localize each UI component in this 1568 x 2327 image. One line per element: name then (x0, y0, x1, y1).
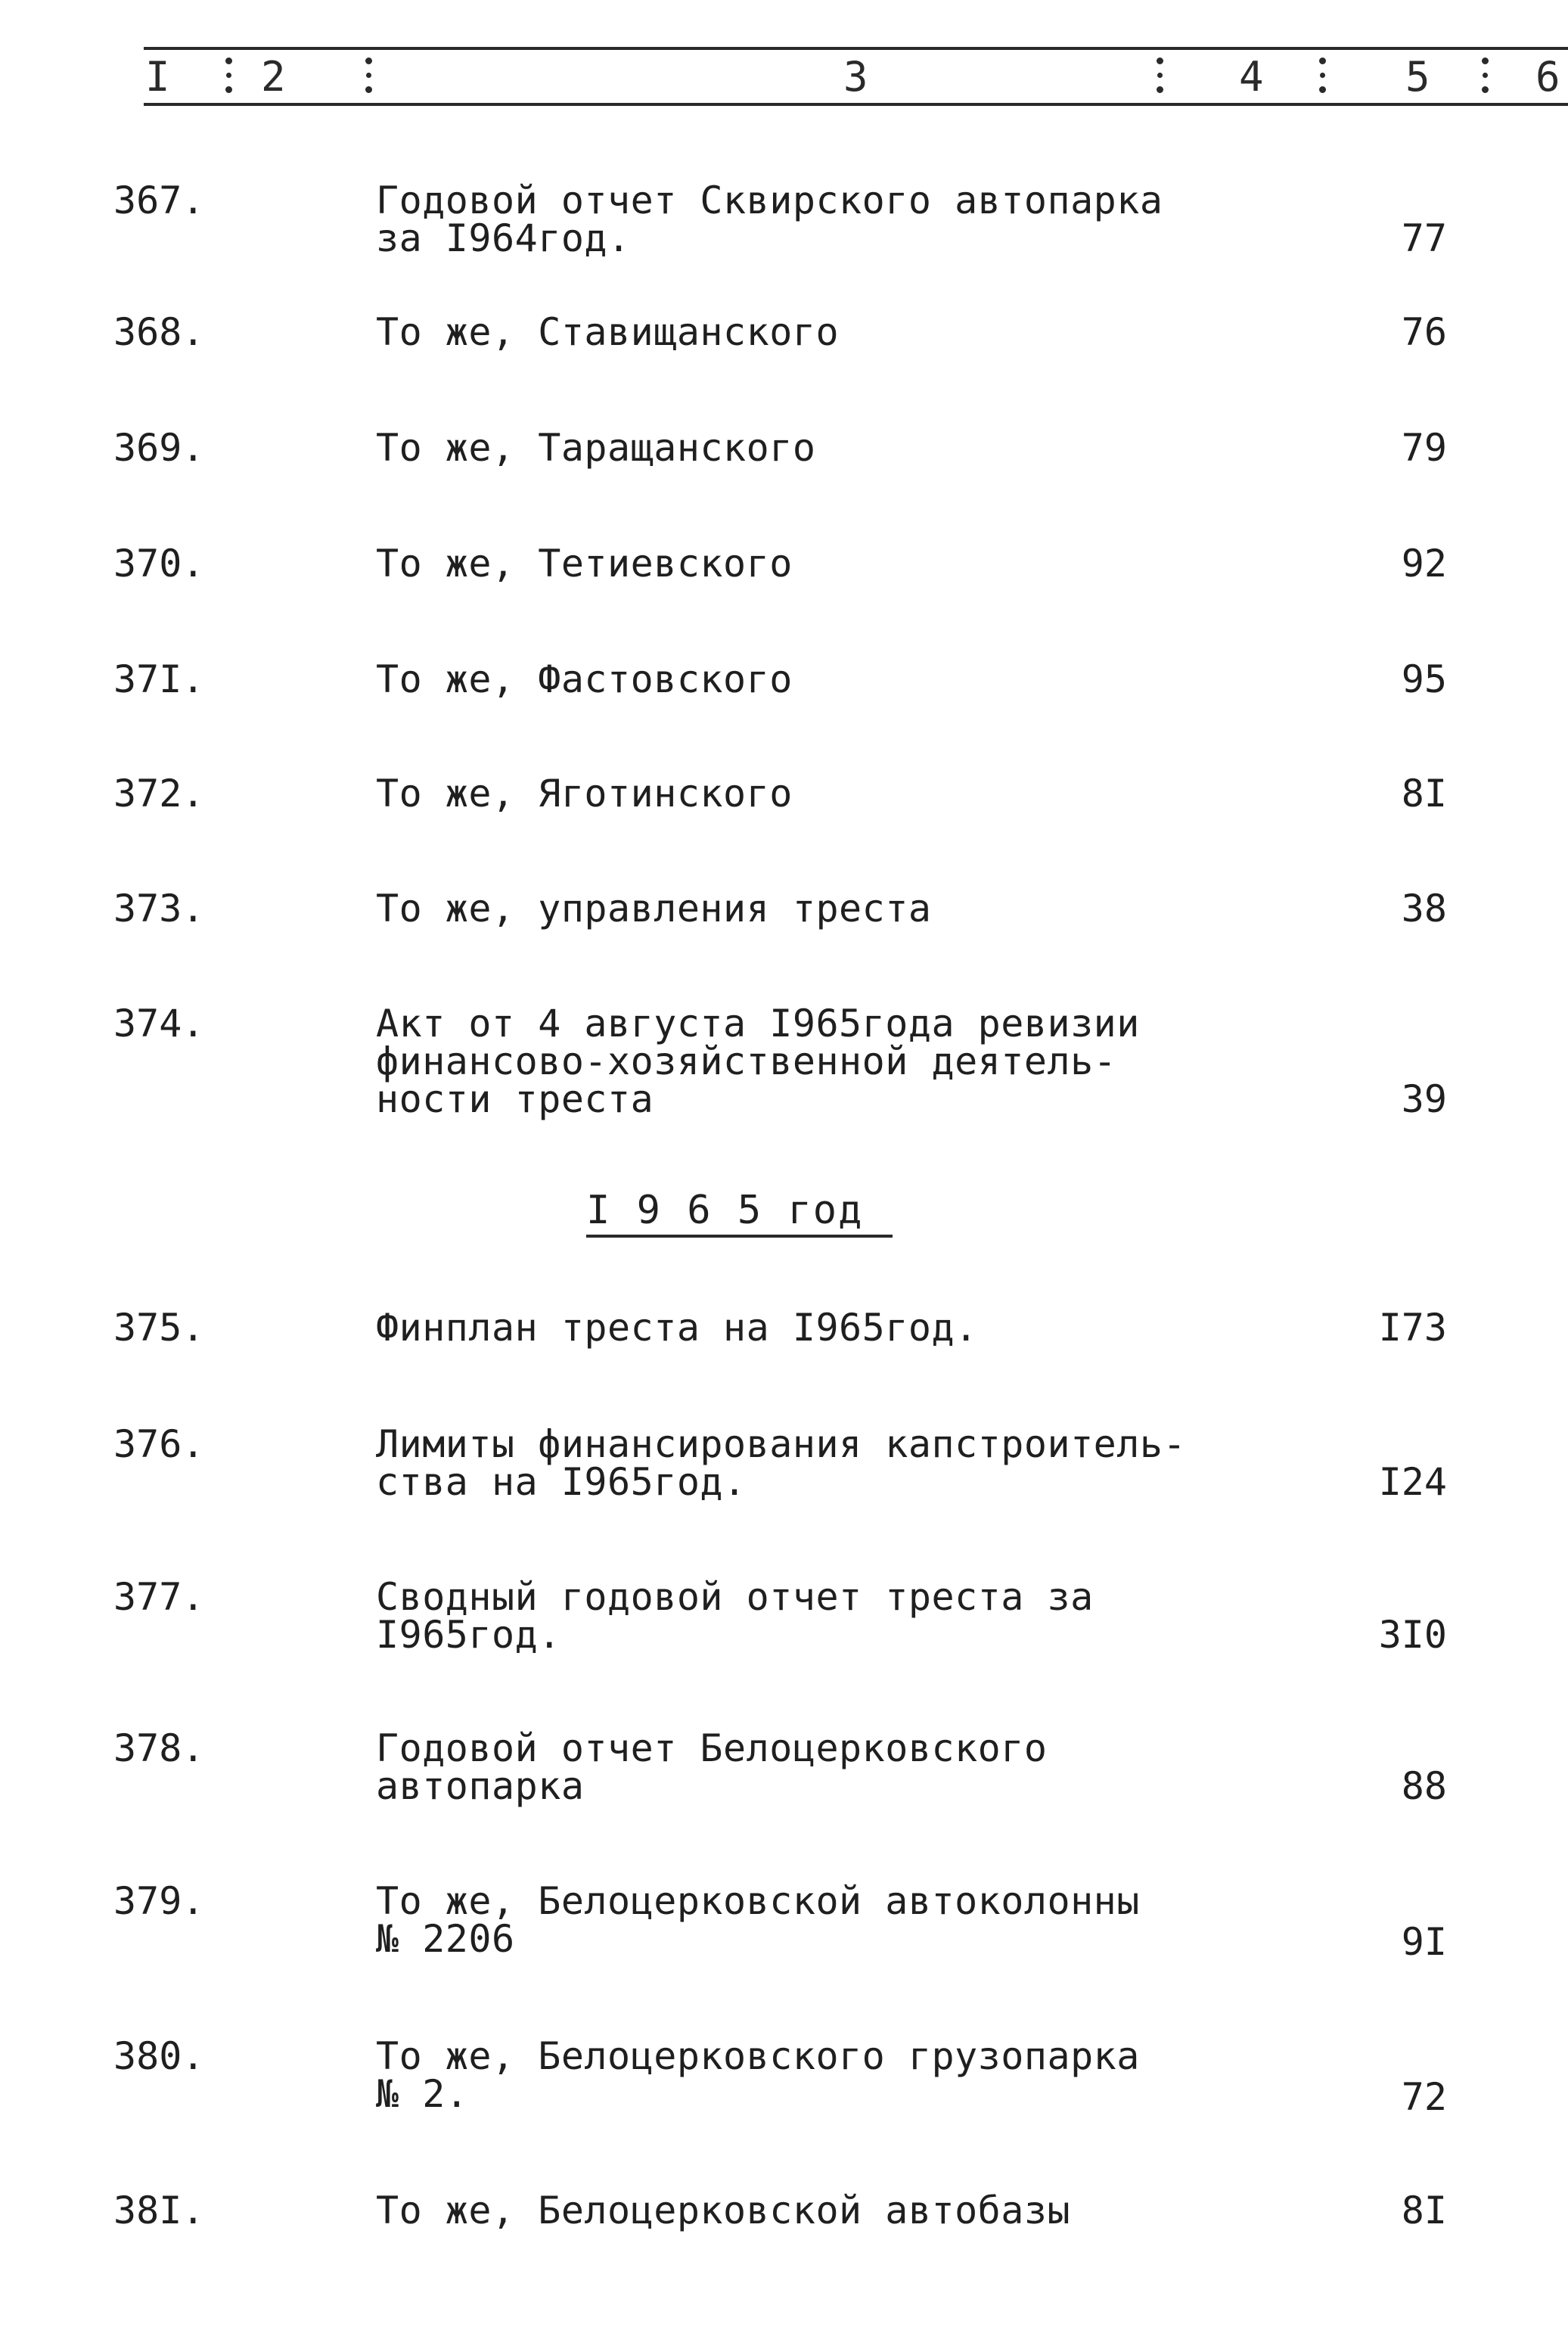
column-number-3: 3 (843, 53, 868, 101)
entry-title: То же, Яготинского (376, 772, 793, 816)
entry-number: 380. (113, 2034, 205, 2078)
entry-sheet-count: 38 (1401, 887, 1447, 930)
header-top-rule (144, 47, 1568, 50)
entry-sheet-count: 76 (1401, 310, 1447, 354)
entry-sheet-count: 77 (1401, 216, 1447, 260)
entry-sheet-count: I73 (1378, 1306, 1447, 1350)
column-separator (1318, 53, 1327, 101)
entry-number: 37I. (113, 657, 205, 701)
entry-number: 377. (113, 1575, 205, 1619)
entry-sheet-count: 88 (1401, 1764, 1447, 1808)
entry-number: 375. (113, 1306, 205, 1350)
column-number-1: I (145, 53, 170, 101)
column-number-4: 4 (1239, 53, 1264, 101)
column-separator (1155, 53, 1164, 101)
entry-sheet-count: 39 (1401, 1077, 1447, 1121)
column-number-6: 6 (1535, 53, 1560, 101)
entry-number: 373. (113, 887, 205, 930)
entry-title: То же, Белоцерковской автобазы (376, 2189, 1071, 2232)
entry-number: 374. (113, 1002, 205, 1045)
entry-title: То же, Белоцерковской автоколонны № 2206 (376, 1879, 1140, 1961)
entry-title: То же, управления треста (376, 887, 932, 930)
section-heading-year: I 9 6 5 год (586, 1188, 864, 1233)
column-number-5: 5 (1405, 53, 1430, 101)
entry-number: 369. (113, 426, 205, 470)
entry-number: 376. (113, 1422, 205, 1466)
entry-title: Годовой отчет Сквирского автопарка за I964год. (376, 179, 1163, 260)
entry-title: Сводный годовой отчет треста за I965год. (376, 1575, 1094, 1657)
entry-number: 368. (113, 310, 205, 354)
entry-title: То же, Белоцерковского грузопарка № 2. (376, 2034, 1140, 2116)
entry-number: 370. (113, 542, 205, 586)
header-bottom-rule (144, 103, 1568, 106)
entry-title: То же, Фастовского (376, 657, 793, 701)
entry-number: 38I. (113, 2189, 205, 2232)
entry-number: 379. (113, 1879, 205, 1923)
entry-title: Акт от 4 августа I965года ревизии финансово-хозяйственной деятель- ности треста (376, 1002, 1140, 1121)
entry-sheet-count: 79 (1401, 426, 1447, 470)
entry-sheet-count: 8I (1401, 772, 1447, 816)
entry-sheet-count: 8I (1401, 2189, 1447, 2232)
entry-number: 367. (113, 179, 205, 222)
entry-title: Годовой отчет Белоцерковского автопарка (376, 1726, 1048, 1808)
entry-title: То же, Ставищанского (376, 310, 840, 354)
entry-title: То же, Таращанского (376, 426, 816, 470)
entry-title: Финплан треста на I965год. (376, 1306, 978, 1350)
entry-sheet-count: 95 (1401, 657, 1447, 701)
entry-number: 378. (113, 1726, 205, 1770)
column-separator (224, 53, 233, 101)
column-separator (364, 53, 373, 101)
entry-sheet-count: 92 (1401, 542, 1447, 586)
entry-sheet-count: 3I0 (1378, 1613, 1447, 1657)
column-number-2: 2 (261, 53, 286, 101)
column-separator (1480, 53, 1489, 101)
entry-sheet-count: 72 (1401, 2075, 1447, 2119)
entry-title: Лимиты финансирования капстроитель- ства на I965год. (376, 1422, 1187, 1504)
entry-number: 372. (113, 772, 205, 816)
entry-sheet-count: I24 (1378, 1460, 1447, 1504)
section-heading-underline (586, 1235, 893, 1238)
entry-title: То же, Тетиевского (376, 542, 793, 586)
entry-sheet-count: 9I (1401, 1920, 1447, 1964)
